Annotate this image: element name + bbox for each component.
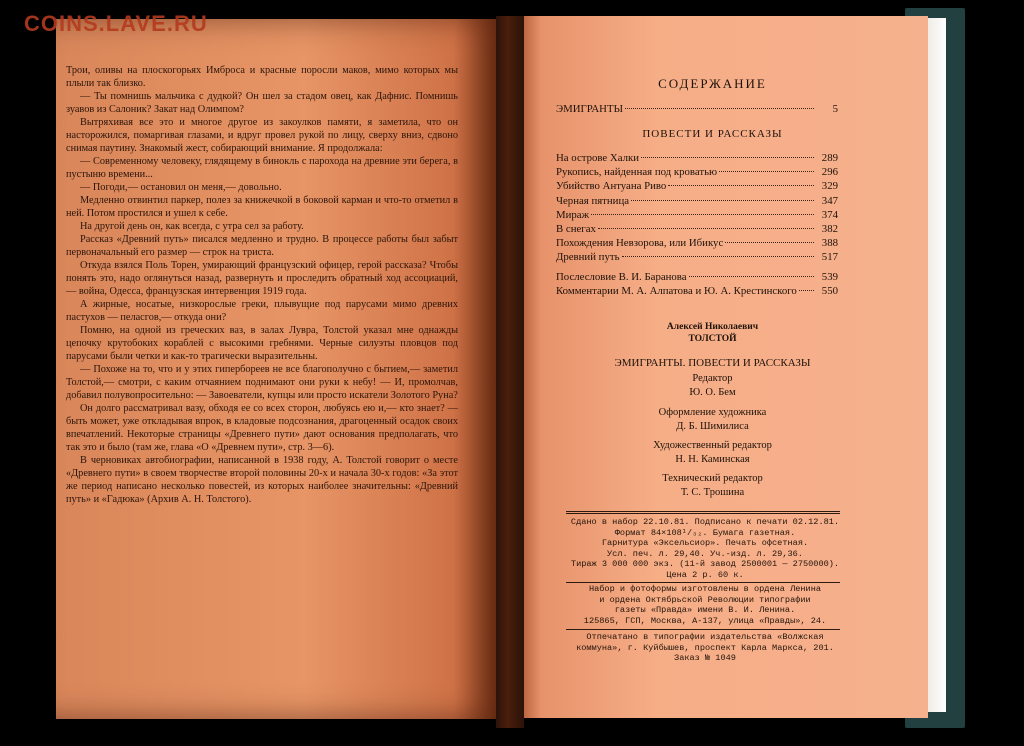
imprint-block [530,517,880,581]
toc-entry-page: 382 [821,223,838,235]
imprint-line: Цена 2 р. 60 к. [666,569,744,580]
paragraph: В черновиках автобиографии, написанной в 1938 году, А. Толстой говорит о месте «Древнего пути» в своем творчестве второй половины 20-х и начала 30-х годов: «За этот же период написано несколько повестей, из которых наиболее значительны: «Древний путь» и «Гадюка» (Архив А. Н. Толстого). [66,455,458,505]
printer-line: газеты «Правда» имени В. И. Ленина. [614,605,796,616]
left-page-text [66,64,458,506]
toc-entry [556,223,838,236]
toc-entry [556,237,838,250]
toc-entry-page: 517 [821,251,838,263]
credit-role: Оформление художника [658,407,767,418]
divider [566,511,840,512]
credit-name: Д. Б. Шимилиса [676,421,749,432]
watermark: COINS.LAVE.RU [24,11,208,36]
toc-title: СОДЕРЖАНИЕ [658,76,767,91]
credit-name: Т. С. Трошина [680,487,745,498]
paragraph: — Погоди,— остановил он меня,— довольно. [80,182,282,193]
print-line: Заказ № 1049 [674,653,736,664]
toc-entry [556,152,838,165]
credit-role: Редактор [692,373,733,384]
paragraph: Рассказ «Древний путь» писался медленно и трудно. В процессе работы был забыт первоначальный его размер — строк на триста. [66,234,458,258]
paragraph: Он долго рассматривал вазу, обходя ее со всех сторон, любуясь ею и,— кто знает? — быть может, уже откладывая впрок, в кладовые подсознания, драгоценный осадок своих впечатлений. Некоторые страницы «Древнего пути» дают основания предполагать, что так это и было (там же, глава «О «Древнем пути», стр. 3—6). [66,403,458,453]
printer-line: 125865, ГСП, Москва, А-137, улица «Правды», 24. [583,615,827,626]
toc-entry-label: Убийство Антуана Риво [556,180,667,192]
credit-name: Н. Н. Каминская [675,454,750,465]
imprint-line: Тираж 3 000 000 экз. (11-й завод 2500001 — 2750000). [570,559,840,570]
toc-leader [591,214,814,215]
toc-leader [725,242,814,243]
section-title: ПОВЕСТИ И РАССКАЗЫ [642,128,783,140]
imprint-line: Гарнитура «Эксельсиор». Печать офсетная. [601,538,809,549]
paragraph: Помню, на одной из греческих ваз, в залах Лувра, Толстой указал мне однажды цепочку крутобоких кораблей с высокими гребнями. Черные силуэты пловцов под парусами были четки и как-то трагически выразительны. [66,325,458,362]
toc-entry-label: В снегах [556,223,596,235]
toc-leader [622,256,814,257]
toc-entry-page: 347 [821,195,838,207]
divider [566,582,840,583]
imprint-line: Усл. печ. л. 29,40. Уч.-изд. л. 29,36. [607,548,803,559]
toc-entry-page: 329 [821,180,838,192]
paragraph: Медленно отвинтил паркер, полез за книжечкой в боковой карман и что-то отметил в ней. Потом простился и ушел к себе. [66,195,458,219]
toc-entry [556,180,838,193]
toc-leader [689,276,814,277]
toc-entry-page: 374 [821,209,838,221]
book-title: ЭМИГРАНТЫ. ПОВЕСТИ И РАССКАЗЫ [614,357,811,369]
toc-entry-page: 550 [821,285,838,297]
toc-entry-label: Комментарии М. А. Алпатова и Ю. А. Крестинского [556,285,797,297]
toc-entry-page: 388 [821,237,838,249]
toc-entry-page: 296 [821,166,838,178]
toc-leader [719,171,814,172]
toc-entry-label: Послесловие В. И. Баранова [556,271,687,283]
paragraph: — Ты помнишь мальчика с дудкой? Он шел за стадом овец, как Дафнис. Помнишь зуавов из Салоник? Закат над Олимпом? [66,91,458,115]
paragraph: — Похоже на то, что и у этих гипербореев не все благополучно с бытием,— заметил Толстой,— смотри, с каким отчаянием поднимают они руки к небу! — И, промолчав, добавил полувопросительно: — Завоеватели, купцы или просто искатели Золотого Руна? [66,364,458,401]
paragraph: На другой день он, как всегда, с утра сел за работу. [80,221,304,232]
toc-entry [556,195,838,208]
credit-name: Ю. О. Бем [689,387,736,398]
paragraph: Откуда взялся Поль Торен, умирающий французский офицер, герой рассказа? Чтобы понять это, надо оглянуться назад, развернуть и проследить обратный ход ассоциаций,— война, Одесса, французская интервенция 1919 года. [66,260,458,297]
printer-block [530,584,880,626]
toc-leader [641,157,814,158]
paragraph: А жирные, носатые, низкорослые греки, плывущие под парусами мимо древних пастухов — пеласгов,— откуда они? [66,299,458,323]
author-name: Алексей Николаевич [666,322,759,332]
toc-leader [799,290,814,291]
toc-leader [668,185,814,186]
toc-entry-label: Похождения Невзорова, или Ибикус [556,237,724,249]
divider [566,513,840,514]
print-line: Отпечатано в типографии издательства «Волжская [586,632,824,642]
toc-entry-label: ЭМИГРАНТЫ [556,103,623,115]
toc-entry [556,251,838,264]
toc-comments [556,285,838,298]
toc-entry-label: На острове Халки [556,152,640,164]
printer-line: и ордена Октябрьской Революции типографии [599,594,811,605]
paragraph: Вытряхивая все это и многое другое из закоулков памяти, я заметила, что он насторожился, помаргивая глазами, и вдруг провел рукой по лицу, сверху вниз, сдвоно снимая паутину. Знакомый жест, собирающий внимание. Я продолжала: [66,117,458,154]
toc-entry-page: 539 [821,271,838,283]
paragraph: — Современному человеку, глядящему в бинокль с парохода на древние эти берега, в пустыню времени... [66,156,458,180]
toc-leader [631,200,814,201]
toc-entry-label: Рукопись, найденная под кроватью [556,166,718,178]
toc-leader [598,228,814,229]
paragraph: Трои, оливы на плоскогорьях Имброса и красные поросли маков, мимо которых мы плыли так близко. [66,65,458,89]
toc-entry-label: Древний путь [556,251,620,263]
credit-role: Художественный редактор [653,440,772,451]
toc-entry [556,209,838,222]
toc-leader [625,108,814,109]
page-block-edge [928,18,946,712]
toc-entry-page: 289 [821,152,838,164]
print-line: коммуна», г. Куйбышев, проспект Карла Маркса, 201. [576,642,834,653]
credit-role: Технический редактор [662,473,763,484]
toc-entry-label: Черная пятница [556,195,630,207]
toc-entry [556,166,838,179]
toc-entry-label: Мираж [556,209,590,221]
imprint-line: Сдано в набор 22.10.81. Подписано к печати 02.12.81. [570,517,840,527]
author-surname: ТОЛСТОЙ [688,334,737,344]
divider [566,629,840,630]
toc-entry-page: 5 [832,103,838,115]
toc-main-entry [556,103,838,116]
imprint-line: Формат 84×108¹/₃₂. Бумага газетная. [614,527,796,538]
toc-afterword [556,271,838,284]
printer-line: Набор и фотоформы изготовлены в ордена Ленина [588,584,822,594]
print-block [530,632,880,664]
